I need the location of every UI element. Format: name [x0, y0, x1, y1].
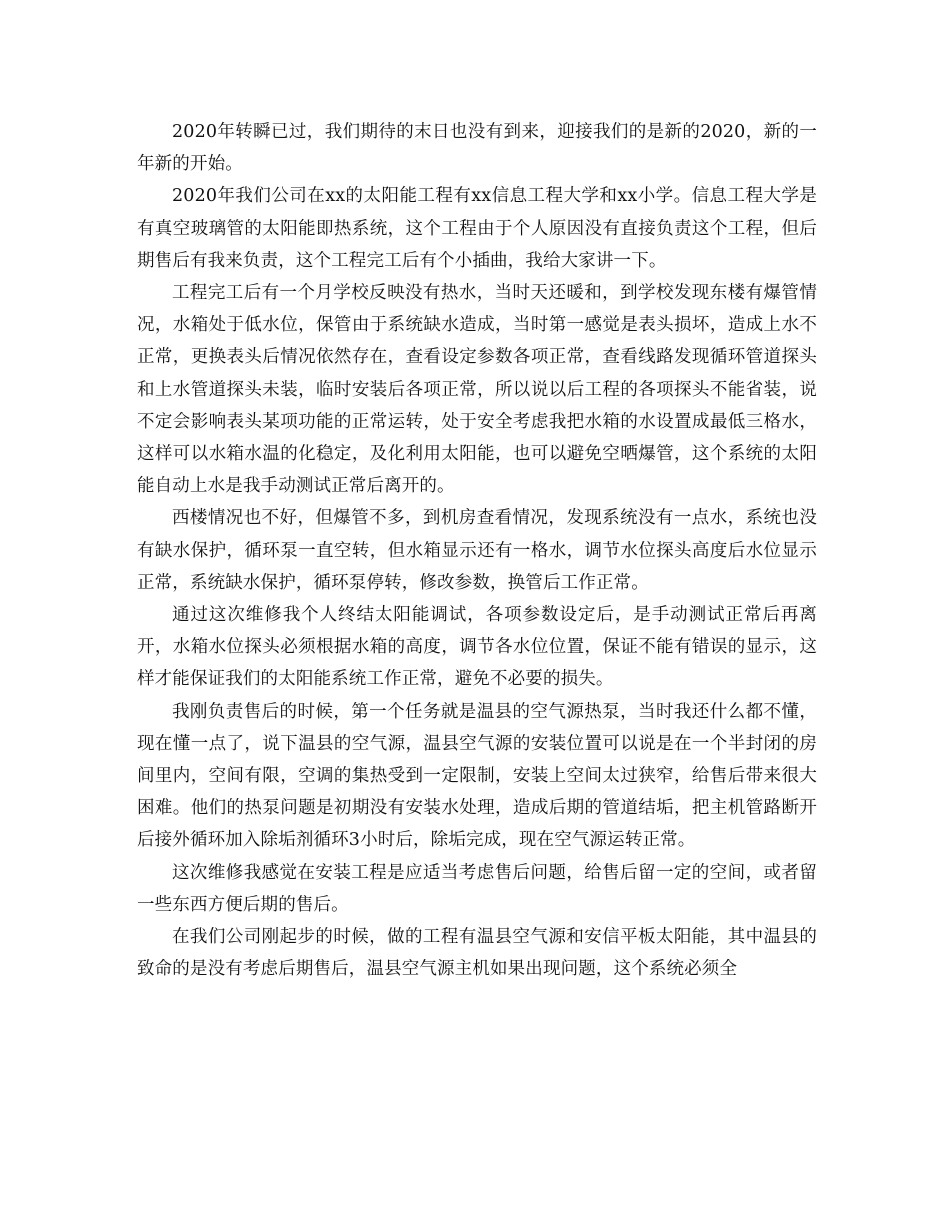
paragraph-4: 西楼情况也不好，但爆管不多，到机房查看情况，发现系统没有一点水，系统也没有缺水保护，循环泵一直空转，但水箱显示还有一格水，调节水位探头高度后水位显示正常，系统缺水保护，循环泵停转，修改参数，换管后工作正常。	[137, 508, 817, 593]
paragraph-3: 工程完工后有一个月学校反映没有热水，当时天还暖和，到学校发现东楼有爆管情况，水箱处于低水位，保管由于系统缺水造成，当时第一感觉是表头损坏，造成上水不正常，更换表头后情况依然存在，查看设定参数各项正常，查看线路发现循环管道探头和上水管道探头未装，临时安装后各项正常，所以说以后工程的各项探头不能省装，说不定会影响表头某项功能的正常运转，处于安全考虑我把水箱的水设置成最低三格水，这样可以水箱水温的化稳定，及化利用太阳能，也可以避免空晒爆管，这个系统的太阳能自动上水是我手动测试正常后离开的。	[137, 283, 817, 497]
paragraph-2: 2020年我们公司在xx的太阳能工程有xx信息工程大学和xx小学。信息工程大学是有真空玻璃管的太阳能即热系统，这个工程由于个人原因没有直接负责这个工程，但后期售后有我来负责，这个工程完工后有个小插曲，我给大家讲一下。	[137, 186, 817, 271]
paragraph-8: 在我们公司刚起步的时候，做的工程有温县空气源和安信平板太阳能，其中温县的致命的是没有考虑后期售后，温县空气源主机如果出现问题，这个系统必须全	[137, 927, 817, 980]
paragraph-5: 通过这次维修我个人终结太阳能调试，各项参数设定后，是手动测试正常后再离开，水箱水位探头必须根据水箱的高度，调节各水位位置，保证不能有错误的显示，这样才能保证我们的太阳能系统工作正常，避免不必要的损失。	[137, 605, 817, 690]
paragraph-1: 2020年转瞬已过，我们期待的末日也没有到来，迎接我们的是新的2020，新的一年新的开始。	[137, 122, 817, 175]
paragraph-6: 我刚负责售后的时候，第一个任务就是温县的空气源热泵，当时我还什么都不懂，现在懂一点了，说下温县的空气源，温县空气源的安装位置可以说是在一个半封闭的房间里内，空间有限，空调的集热受到一定限制，安装上空间太过狭窄，给售后带来很大困难。他们的热泵问题是初期没有安装水处理，造成后期的管道结垢，把主机管路断开后接外循环加入除垢剂循环3小时后，除垢完成，现在空气源运转正常。	[137, 701, 817, 851]
paragraph-7: 这次维修我感觉在安装工程是应适当考虑售后问题，给售后留一定的空间，或者留一些东西方便后期的售后。	[137, 862, 817, 915]
document-body	[137, 116, 817, 985]
